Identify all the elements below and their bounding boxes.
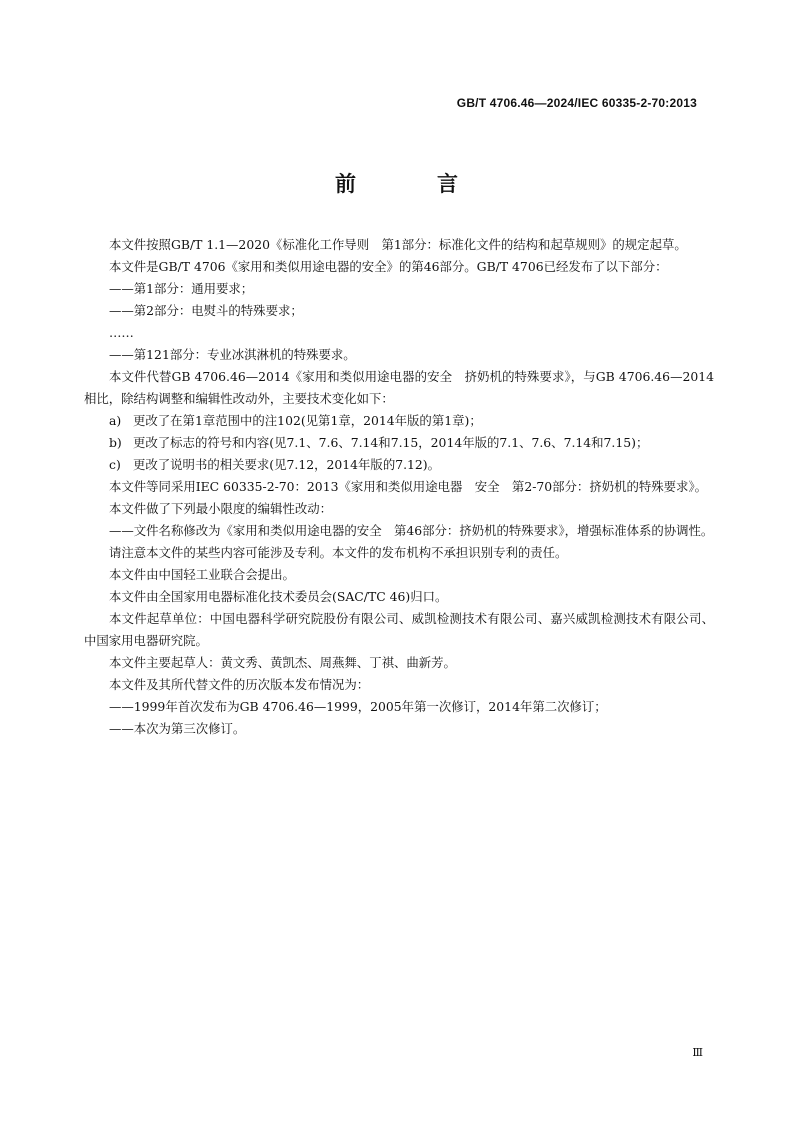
paragraph: 本文件由中国轻工业联合会提出。: [109, 567, 295, 582]
document-code-header: GB/T 4706.46—2024/IEC 60335-2-70:2013: [456, 96, 697, 110]
change-item: [84, 410, 714, 432]
paragraph: 本文件起草单位：中国电器科学研究院股份有限公司、威凯检测技术有限公司、嘉兴威凯检测技术有限公司、中国家用电器研究院。: [84, 611, 714, 648]
list-item: ……: [109, 325, 134, 340]
list-item: ——1999年首次发布为GB 4706.46—1999，2005年第一次修订，2014年第二次修订；: [109, 699, 607, 714]
page-number: Ⅲ: [692, 1046, 703, 1059]
change-text: 更改了标志的符号和内容(见7.1、7.6、7.14和7.15，2014年版的7.1、7.6、7.14和7.15)；: [133, 435, 649, 450]
paragraph: 本文件等同采用IEC 60335-2-70：2013《家用和类似用途电器 安全 第2-70部分：挤奶机的特殊要求》。: [109, 479, 708, 494]
page-title: 前 言: [335, 172, 488, 196]
change-item: [84, 432, 714, 454]
list-item: ——文件名称修改为《家用和类似用途电器的安全 第46部分：挤奶机的特殊要求》，增强标准体系的协调性。: [109, 523, 714, 538]
list-item: ——本次为第三次修订。: [109, 721, 246, 736]
change-text: 更改了在第1章范围中的注102(见第1章，2014年版的第1章)；: [133, 413, 482, 428]
paragraph: 本文件由全国家用电器标准化技术委员会(SAC/TC 46)归口。: [109, 589, 448, 604]
paragraph: 请注意本文件的某些内容可能涉及专利。本文件的发布机构不承担识别专利的责任。: [109, 545, 568, 560]
change-item: [84, 454, 714, 476]
paragraph: 本文件做了下列最小限度的编辑性改动：: [109, 501, 333, 516]
change-label: b): [109, 435, 122, 450]
paragraph: 本文件代替GB 4706.46—2014《家用和类似用途电器的安全 挤奶机的特殊要求》，与GB 4706.46—2014相比，除结构调整和编辑性改动外，主要技术变化如下：: [84, 369, 714, 406]
paragraph: 本文件是GB/T 4706《家用和类似用途电器的安全》的第46部分。GB/T 4706已经发布了以下部分：: [109, 259, 668, 274]
list-item: ——第1部分：通用要求；: [109, 281, 254, 296]
paragraph: 本文件主要起草人：黄文秀、黄凯杰、周燕舞、丁祺、曲新芳。: [109, 655, 456, 670]
change-label: c): [109, 457, 121, 472]
list-item: ——第2部分：电熨斗的特殊要求；: [109, 303, 303, 318]
foreword-body: [84, 234, 714, 740]
change-text: 更改了说明书的相关要求(见7.12，2014年版的7.12)。: [133, 457, 441, 472]
paragraph: 本文件按照GB/T 1.1—2020《标准化工作导则 第1部分：标准化文件的结构和起草规则》的规定起草。: [109, 237, 687, 252]
paragraph: 本文件及其所代替文件的历次版本发布情况为：: [109, 677, 370, 692]
list-item: ——第121部分：专业冰淇淋机的特殊要求。: [109, 347, 356, 362]
change-label: a): [109, 413, 122, 428]
